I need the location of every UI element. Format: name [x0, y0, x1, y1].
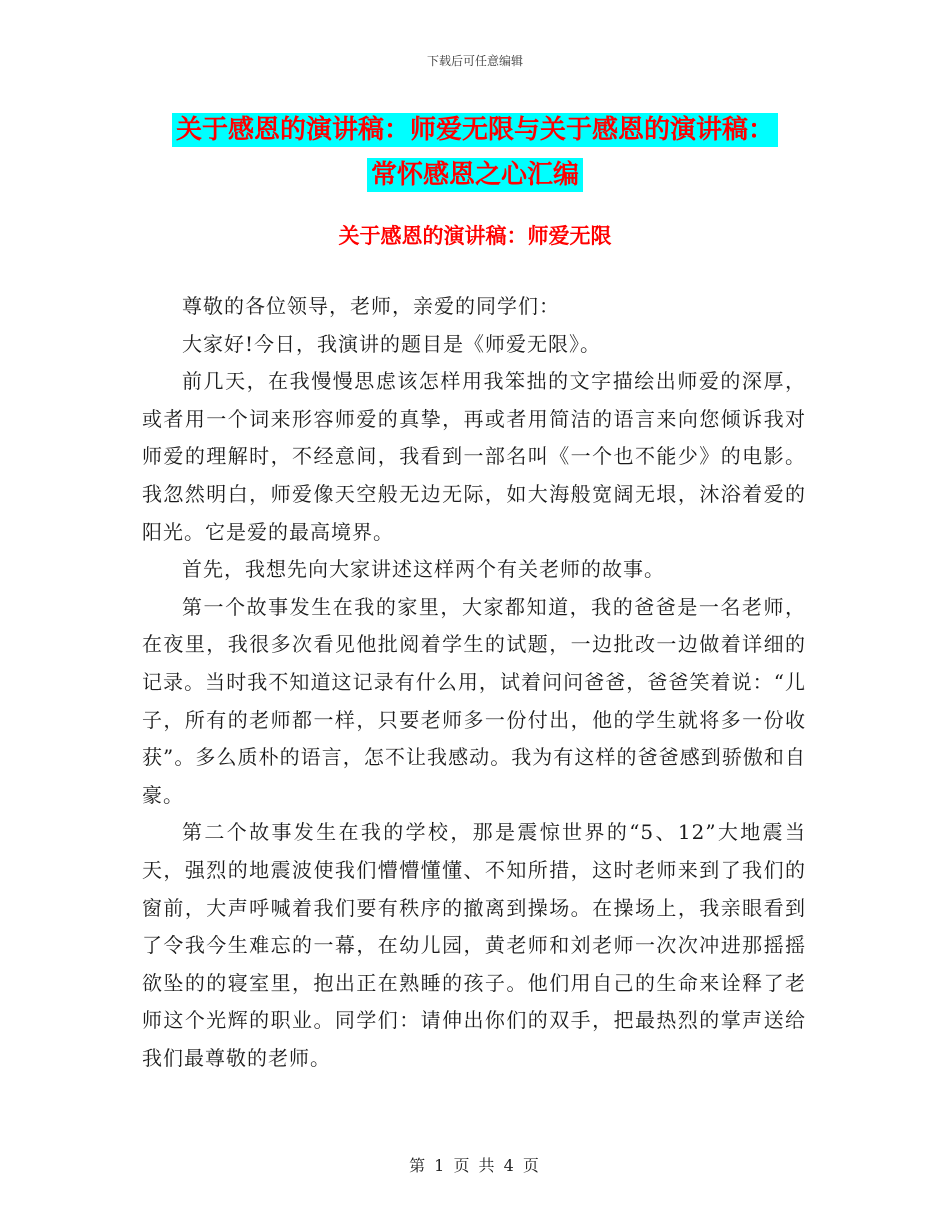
paragraph-intro: 前几天，在我慢慢思虑该怎样用我笨拙的文字描绘出师爱的深厚，或者用一个词来形容师爱的真挚，再或者用简洁的语言来向您倾诉我对师爱的理解时，不经意间，我看到一部名叫《一个也不能少》的电影。我忽然明白，师爱像天空般无边无际，如大海般宽阔无垠，沐浴着爱的阳光。它是爱的最高境界。 — [142, 369, 806, 544]
paragraph-story-two: 第二个故事发生在我的学校，那是震惊世界的“5、12”大地震当天，强烈的地震波使我们懵懵懂懂、不知所措，这时老师来到了我们的窗前，大声呼喊着我们要有秩序的撤离到操场。在操场上，我亲眼看到了令我今生难忘的一幕，在幼儿园，黄老师和刘老师一次次冲进那摇摇欲坠的的寝室里，抱出正在熟睡的孩子。他们用自己的生命来诠释了老师这个光辉的职业。同学们：请伸出你们的双手，把最热烈的掌声送给我们最尊敬的老师。 — [142, 820, 806, 1070]
paragraph-story-one: 第一个故事发生在我的家里，大家都知道，我的爸爸是一名老师，在夜里，我很多次看见他批阅着学生的试题，一边批改一边做着详细的记录。当时我不知道这记录有什么用，试着问问爸爸，爸爸笑着说：“儿子，所有的老师都一样，只要老师多一份付出，他的学生就将多一份收获”。多么质朴的语言，怎不让我感动。我为有这样的爸爸感到骄傲和自豪。 — [142, 594, 806, 807]
page-header-note: 下载后可任意编辑 — [426, 54, 523, 68]
document-title — [0, 108, 950, 198]
document-title-line-2: 常怀感恩之心汇编 — [367, 158, 583, 192]
paragraph-salutation: 尊敬的各位领导，老师，亲爱的同学们： — [182, 294, 560, 318]
section-heading: 关于感恩的演讲稿：师爱无限 — [338, 224, 612, 248]
paragraph-greeting: 大家好!今日，我演讲的题目是《师爱无限》。 — [182, 331, 602, 356]
paragraph-transition: 首先，我想先向大家讲述这样两个有关老师的故事。 — [182, 557, 665, 582]
page-number-footer: 第 1 页 共 4 页 — [409, 1156, 541, 1175]
speech-body — [142, 288, 806, 1077]
document-title-line-1: 关于感恩的演讲稿：师爱无限与关于感恩的演讲稿： — [172, 113, 778, 147]
